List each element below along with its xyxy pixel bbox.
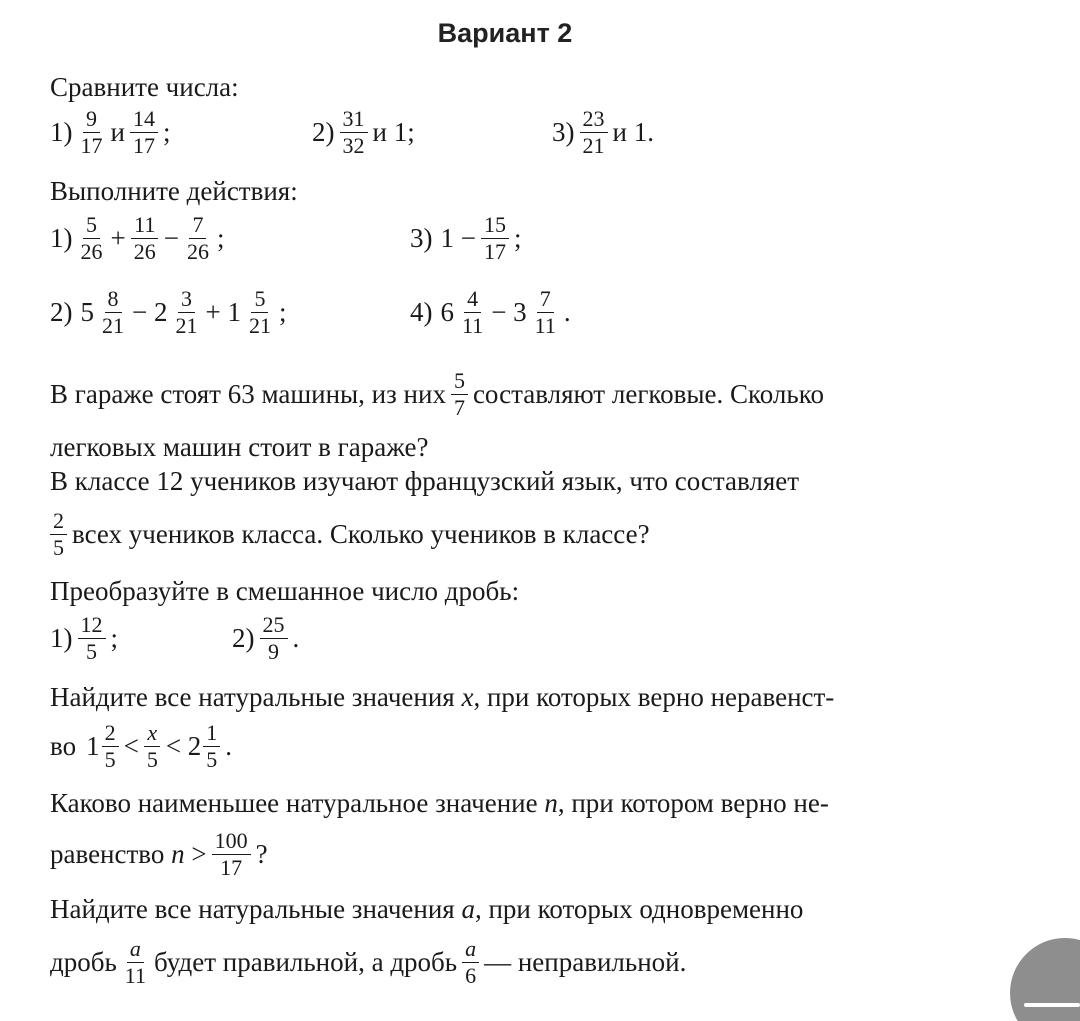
- task5-item2: 2) $\frac{25}{9}$ .: [232, 612, 300, 664]
- task7-line2: равенство n > $\frac{100}{17}$ ?: [50, 828, 268, 880]
- task2-expr2: 2) 5 $\frac{8}{21}$ − 2 $\frac{3}{21}$ + 1 $\frac{5}{21}$ ;: [50, 286, 287, 338]
- fraction: $\frac{a}{11}$: [124, 936, 146, 988]
- fraction: $\frac{14}{17}$: [130, 108, 158, 157]
- task6-line1: Найдите все натуральные значения x , при которых верно неравенст-: [50, 682, 835, 712]
- fraction: $\frac{5}{26}$: [80, 212, 103, 264]
- task1-item2: 2) $\frac{31}{32}$ и 1;: [312, 106, 415, 158]
- fraction: $\frac{1}{5}$: [203, 722, 220, 771]
- fraction: $\frac{11}{26}$: [131, 214, 159, 263]
- task6-line2: во 1 $\frac{2}{5}$ < $\frac{x}{5}$ < 2 $\frac{1}{5}$ .: [50, 720, 233, 772]
- fraction: $\frac{7}{11}$: [534, 286, 556, 338]
- task3-line1: В гараже стоят 63 машины, из них $\frac{5}{7}$ составляют легковые. Сколько: [50, 368, 824, 420]
- menu-bar-icon: [1024, 1003, 1080, 1007]
- task4-line1: В классе 12 учеников изучают французский язык, что составляет: [50, 466, 800, 496]
- fraction: $\frac{7}{26}$: [186, 212, 209, 264]
- task2-expr4: 4) 6 $\frac{4}{11}$ − 3 $\frac{7}{11}$ .: [410, 286, 571, 338]
- fraction: $\frac{12}{5}$: [78, 614, 106, 663]
- fraction: $\frac{15}{17}$: [481, 214, 509, 263]
- task8-line2: дробь $\frac{a}{11}$ будет правильной, а дробь $\frac{a}{6}$ — неправильной.: [50, 936, 687, 988]
- fraction: $\frac{8}{21}$: [102, 286, 124, 338]
- fraction: $\frac{5}{7}$: [451, 370, 468, 419]
- task1-heading: Сравните числа:: [50, 72, 239, 102]
- task5-item1: 1) $\frac{12}{5}$ ;: [50, 612, 119, 664]
- task2-expr3: 3) 1 − $\frac{15}{17}$ ;: [410, 212, 522, 264]
- fraction: $\frac{100}{17}$: [212, 830, 251, 879]
- task5-heading: Преобразуйте в смешанное число дробь:: [50, 576, 520, 606]
- task7-line1: Каково наименьшее натуральное значение n , при котором верно не-: [50, 788, 829, 818]
- fraction: $\frac{5}{21}$: [248, 286, 271, 338]
- fraction: $\frac{2}{5}$: [102, 722, 119, 771]
- fraction: $\frac{x}{5}$: [144, 722, 161, 771]
- task2-expr1: 1) $\frac{5}{26}$ + $\frac{11}{26}$ − $\frac{7}{26}$ ;: [50, 212, 225, 264]
- fraction: $\frac{31}{32}$: [340, 108, 368, 157]
- task1-item1: 1) $\frac{9}{17}$ и $\frac{14}{17}$ ;: [50, 106, 171, 158]
- fraction: $\frac{9}{17}$: [80, 106, 103, 158]
- fraction: $\frac{4}{11}$: [462, 286, 484, 338]
- task8-line1: Найдите все натуральные значения a , при которых одновременно: [50, 894, 804, 924]
- floating-scroll-button[interactable]: [1010, 938, 1080, 1021]
- fraction: $\frac{a}{6}$: [462, 938, 479, 987]
- fraction: $\frac{2}{5}$: [50, 510, 67, 559]
- fraction: $\frac{23}{21}$: [580, 108, 608, 157]
- task2-heading: Выполните действия:: [50, 176, 298, 206]
- task3-line2: легковых машин стоит в гараже?: [50, 432, 429, 462]
- task1-item3: 3) $\frac{23}{21}$ и 1.: [552, 106, 654, 158]
- page-title: Вариант 2: [437, 18, 573, 48]
- task4-line2: $\frac{2}{5}$ всех учеников класса. Сколько учеников в классе?: [50, 510, 650, 559]
- fraction: $\frac{3}{21}$: [175, 286, 198, 338]
- fraction: $\frac{25}{9}$: [260, 614, 288, 663]
